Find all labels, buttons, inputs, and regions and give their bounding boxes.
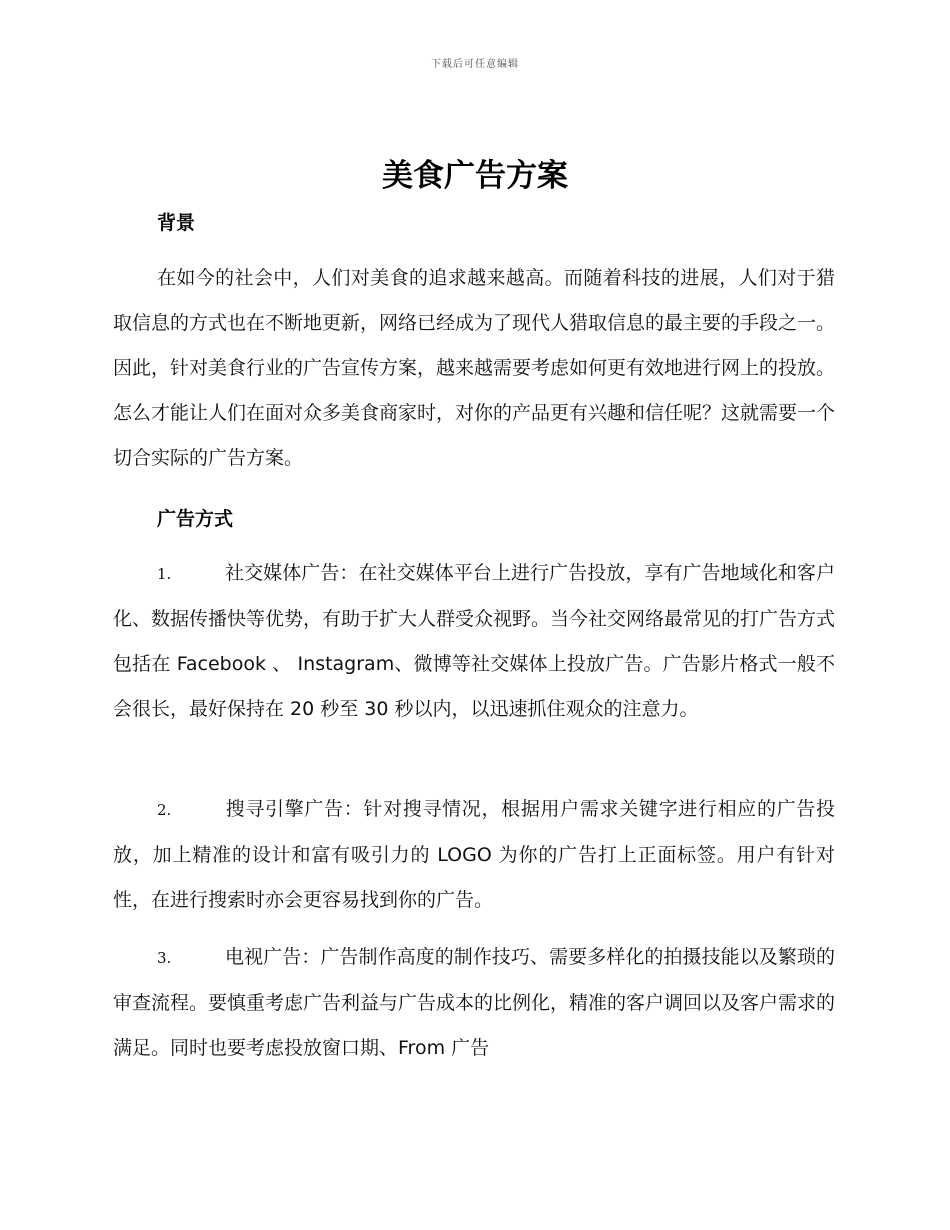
list-item-search-engine bbox=[113, 787, 835, 923]
list-item-number: 2. bbox=[157, 801, 172, 819]
list-item-text: 电视广告：广告制作高度的制作技巧、需要多样化的拍摄技能以及繁琐的审查流程。要慎重考虑广告利益与广告成本的比例化，精准的客户调回以及客户需求的满足。同时也要考虑投放窗口期、From 广告 bbox=[113, 946, 836, 1059]
section-heading-methods: 广告方式 bbox=[157, 508, 234, 530]
background-paragraph: 在如今的社会中，人们对美食的追求越来越高。而随着科技的进展，人们对于猎取信息的方式也在不断地更新，网络已经成为了现代人猎取信息的最主要的手段之一。因此，针对美食行业的广告宣传方案，越来越需要考虑如何更有效地进行网上的投放。怎么才能让人们在面对众多美食商家时，对你的产品更有兴趣和信任呢？这就需要一个切合实际的广告方案。 bbox=[113, 267, 836, 469]
list-item-text: 社交媒体广告：在社交媒体平台上进行广告投放，享有广告地域化和客户化、数据传播快等优势，有助于扩大人群受众视野。当今社交网络最常见的打广告方式包括在 Facebook 、 Instagram、微博等社交媒体上投放广告。广告影片格式一般不会很长，最好保持在 20 秒至 30 秒以内，以迅速抓住观众的注意力。 bbox=[113, 562, 836, 720]
header-note: 下载后可任意编辑 bbox=[431, 59, 519, 70]
section-heading-background: 背景 bbox=[157, 212, 196, 234]
list-item-tv bbox=[113, 935, 835, 1071]
document-title: 美食广告方案 bbox=[382, 158, 568, 194]
list-item-number: 1. bbox=[157, 565, 172, 583]
list-item-social-media bbox=[113, 551, 835, 732]
list-item-number: 3. bbox=[157, 949, 172, 967]
list-item-text: 搜寻引擎广告：针对搜寻情况，根据用户需求关键字进行相应的广告投放，加上精准的设计和富有吸引力的 LOGO 为你的广告打上正面标签。用户有针对性，在进行搜索时亦会更容易找到你的广告。 bbox=[113, 798, 835, 911]
